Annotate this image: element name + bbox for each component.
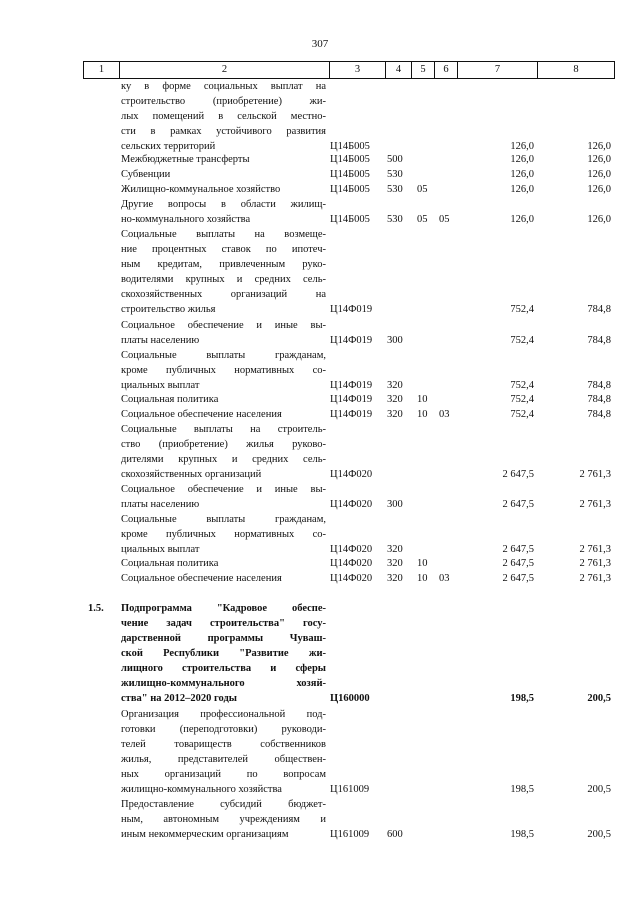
row-amount-col8: 126,0	[587, 141, 611, 152]
row-target-code: Ц161009	[330, 784, 370, 795]
row-description-line: телей товариществ собственников	[121, 739, 326, 750]
row-amount-col7: 752,4	[510, 304, 534, 315]
header-cell-1: 1	[83, 62, 119, 78]
row-description-line: Социальные выплаты гражданам,	[121, 514, 326, 525]
row-amount-col8: 200,5	[587, 784, 611, 795]
table-header	[83, 61, 615, 79]
header-cell-4: 4	[385, 62, 411, 78]
row-description-line: платы населению	[121, 335, 200, 346]
row-description-line: кроме публичных нормативных со-	[121, 365, 326, 376]
row-amount-col7: 752,4	[510, 335, 534, 346]
header-cell-2: 2	[119, 62, 329, 78]
row-amount-col7: 126,0	[510, 154, 534, 165]
row-amount-col7: 2 647,5	[502, 558, 534, 569]
row-section: 10	[417, 409, 428, 420]
row-description-line: скохозяйственных организаций	[121, 469, 262, 480]
row-amount-col7: 198,5	[510, 784, 534, 795]
row-amount-col8: 200,5	[587, 829, 611, 840]
row-description-line: Подпрограмма "Кадровое обеспе-	[121, 603, 326, 614]
row-amount-col7: 126,0	[510, 184, 534, 195]
row-description-line: ным, автономным учреждениям и	[121, 814, 326, 825]
row-description-line: сти в рамках устойчивого развития	[121, 126, 326, 137]
row-amount-col8: 2 761,3	[579, 573, 611, 584]
row-description-line: Социальная политика	[121, 558, 219, 569]
row-description-line: Социальное обеспечение и иные вы-	[121, 484, 326, 495]
row-description-line: Другие вопросы в области жилищ-	[121, 199, 326, 210]
header-cell-6: 6	[434, 62, 457, 78]
row-description-line: Социальные выплаты на строитель-	[121, 424, 326, 435]
row-expense-type: 320	[387, 394, 403, 405]
row-amount-col8: 2 761,3	[579, 469, 611, 480]
row-description-line: кроме публичных нормативных со-	[121, 529, 326, 540]
row-description-line: циальных выплат	[121, 544, 200, 555]
row-section: 05	[417, 214, 428, 225]
row-target-code: Ц160000	[330, 693, 370, 704]
row-expense-type: 530	[387, 184, 403, 195]
row-target-code: Ц161009	[330, 829, 370, 840]
row-amount-col8: 784,8	[587, 394, 611, 405]
row-expense-type: 320	[387, 409, 403, 420]
row-amount-col7: 126,0	[510, 214, 534, 225]
header-cell-3: 3	[329, 62, 385, 78]
row-expense-type: 300	[387, 499, 403, 510]
row-target-code: Ц14Б005	[330, 169, 370, 180]
row-section: 10	[417, 394, 428, 405]
row-target-code: Ц14Ф020	[330, 544, 373, 555]
row-description-line: Социальное обеспечение и иные вы-	[121, 320, 326, 331]
row-target-code: Ц14Ф020	[330, 469, 373, 480]
row-target-code: Ц14Ф020	[330, 558, 373, 569]
row-description-line: Межбюджетные трансферты	[121, 154, 250, 165]
row-description-line: Социальные выплаты гражданам,	[121, 350, 326, 361]
row-description-line: ку в форме социальных выплат на	[121, 81, 326, 92]
row-description-line: Социальное обеспечение населения	[121, 409, 282, 420]
row-description-line: готовки (переподготовки) руководи-	[121, 724, 326, 735]
row-description-line: водителями крупных и средних сель-	[121, 274, 326, 285]
row-expense-type: 320	[387, 573, 403, 584]
row-description-line: ство (приобретение) жилья руково-	[121, 439, 326, 450]
row-description-line: циальных выплат	[121, 380, 200, 391]
row-description-line: дарственной программы Чуваш-	[121, 633, 326, 644]
row-amount-col7: 752,4	[510, 380, 534, 391]
row-description-line: сельских территорий	[121, 141, 216, 152]
row-target-code: Ц14Б005	[330, 184, 370, 195]
row-description-line: ства" на 2012–2020 годы	[121, 693, 237, 704]
row-expense-type: 320	[387, 544, 403, 555]
row-section-number: 1.5.	[88, 603, 104, 614]
row-description-line: лищного строительства и сферы	[121, 663, 326, 674]
row-amount-col8: 126,0	[587, 184, 611, 195]
row-description-line: жилищно-коммунального хозяй-	[121, 678, 326, 689]
row-description-line: Организация профессиональной под-	[121, 709, 326, 720]
row-amount-col7: 752,4	[510, 409, 534, 420]
row-description-line: Социальное обеспечение населения	[121, 573, 282, 584]
row-expense-type: 320	[387, 380, 403, 391]
row-target-code: Ц14Б005	[330, 214, 370, 225]
row-section: 05	[417, 184, 428, 195]
row-target-code: Ц14Ф019	[330, 304, 373, 315]
row-description-line: Социальная политика	[121, 394, 219, 405]
row-amount-col8: 784,8	[587, 304, 611, 315]
row-amount-col8: 126,0	[587, 169, 611, 180]
row-subsection: 03	[439, 409, 450, 420]
row-amount-col8: 200,5	[587, 693, 611, 704]
row-description-line: жилищно-коммунального хозяйства	[121, 784, 282, 795]
row-description-line: скохозяйственных организаций на	[121, 289, 326, 300]
row-subsection: 05	[439, 214, 450, 225]
row-description-line: ных организаций по вопросам	[121, 769, 326, 780]
row-description-line: Предоставление субсидий бюджет-	[121, 799, 326, 810]
row-target-code: Ц14Б005	[330, 141, 370, 152]
row-amount-col7: 2 647,5	[502, 573, 534, 584]
row-description-line: ской Республики "Развитие жи-	[121, 648, 326, 659]
row-amount-col7: 2 647,5	[502, 499, 534, 510]
row-section: 10	[417, 558, 428, 569]
header-cell-7: 7	[457, 62, 537, 78]
row-description-line: строительство жилья	[121, 304, 216, 315]
row-description-line: ние процентных ставок по ипотеч-	[121, 244, 326, 255]
header-cell-8: 8	[537, 62, 615, 78]
row-amount-col7: 752,4	[510, 394, 534, 405]
row-subsection: 03	[439, 573, 450, 584]
row-amount-col8: 784,8	[587, 409, 611, 420]
row-amount-col8: 2 761,3	[579, 499, 611, 510]
row-description-line: Субвенции	[121, 169, 171, 180]
row-description-line: дителями крупных и средних сель-	[121, 454, 326, 465]
row-target-code: Ц14Ф019	[330, 380, 373, 391]
row-target-code: Ц14Ф019	[330, 335, 373, 346]
row-description-line: лых помещений в сельской местно-	[121, 111, 326, 122]
row-expense-type: 500	[387, 154, 403, 165]
row-amount-col8: 2 761,3	[579, 558, 611, 569]
row-amount-col8: 126,0	[587, 154, 611, 165]
row-amount-col8: 126,0	[587, 214, 611, 225]
row-target-code: Ц14Б005	[330, 154, 370, 165]
row-description-line: Жилищно-коммунальное хозяйство	[121, 184, 281, 195]
row-amount-col7: 2 647,5	[502, 469, 534, 480]
row-amount-col8: 2 761,3	[579, 544, 611, 555]
row-description-line: строительство (приобретение) жи-	[121, 96, 326, 107]
row-target-code: Ц14Ф019	[330, 394, 373, 405]
row-amount-col7: 198,5	[510, 693, 534, 704]
row-description-line: жилья, представителей обществен-	[121, 754, 326, 765]
row-section: 10	[417, 573, 428, 584]
row-target-code: Ц14Ф020	[330, 499, 373, 510]
row-expense-type: 530	[387, 214, 403, 225]
row-description-line: ным кредитам, привлеченным руко-	[121, 259, 326, 270]
row-description-line: Социальные выплаты на возмеще-	[121, 229, 326, 240]
row-amount-col7: 198,5	[510, 829, 534, 840]
row-expense-type: 600	[387, 829, 403, 840]
row-description-line: но-коммунального хозяйства	[121, 214, 251, 225]
row-amount-col8: 784,8	[587, 335, 611, 346]
page-number: 307	[311, 38, 329, 50]
row-amount-col7: 126,0	[510, 169, 534, 180]
row-target-code: Ц14Ф019	[330, 409, 373, 420]
row-target-code: Ц14Ф020	[330, 573, 373, 584]
row-expense-type: 320	[387, 558, 403, 569]
row-amount-col7: 126,0	[510, 141, 534, 152]
row-description-line: чение задач строительства" госу-	[121, 618, 326, 629]
row-description-line: платы населению	[121, 499, 200, 510]
row-amount-col8: 784,8	[587, 380, 611, 391]
row-amount-col7: 2 647,5	[502, 544, 534, 555]
row-description-line: иным некоммерческим организациям	[121, 829, 289, 840]
row-expense-type: 530	[387, 169, 403, 180]
row-expense-type: 300	[387, 335, 403, 346]
header-cell-5: 5	[411, 62, 434, 78]
